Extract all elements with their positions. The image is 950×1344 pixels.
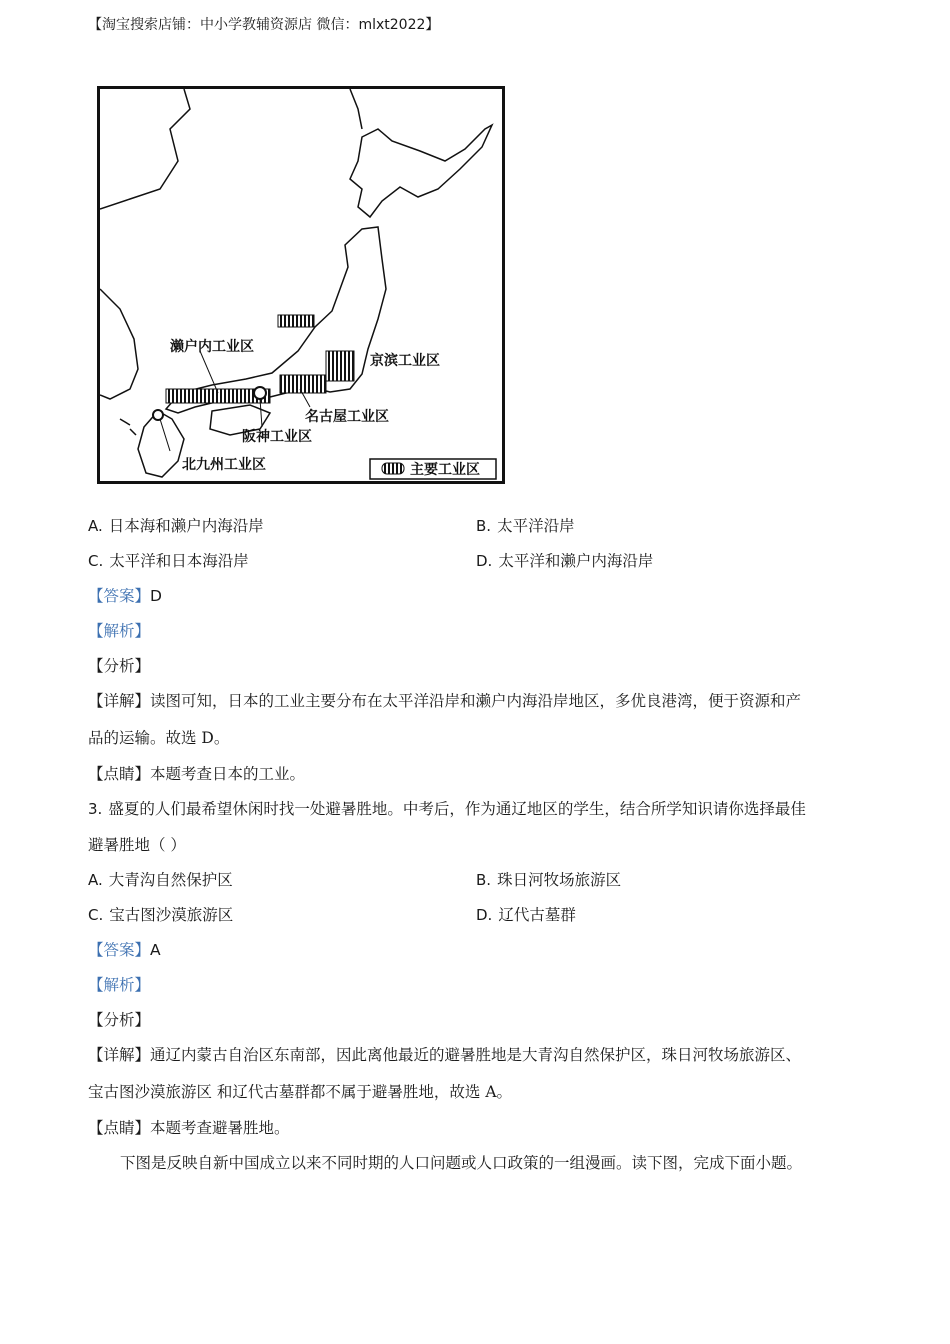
q3-stem-line-1: 3. 盛夏的人们最希望休闲时找一处避暑胜地。中考后，作为通辽地区的学生，结合所学知识请你选择最佳: [88, 800, 806, 818]
label-kitakyushu: 北九州工业区: [182, 457, 266, 473]
sakhalin-outline: [350, 89, 362, 129]
q2-option-d: D. 太平洋和濑户内海沿岸: [476, 552, 654, 570]
q3-option-a: A. 大青沟自然保护区: [88, 871, 233, 889]
page-header: 【淘宝搜索店铺：中小学教辅资源店 微信：mlxt2022】: [88, 17, 440, 33]
q3-fenxi-tag: 【分析】: [88, 1011, 151, 1029]
q2-answer: 【答案】D: [88, 587, 162, 605]
honshu-outline: [166, 227, 386, 413]
q3-dianjing: 【点睛】本题考查避暑胜地。: [88, 1119, 290, 1137]
label-nagoya: 名古屋工业区: [305, 409, 389, 425]
label-hanshin: 阪神工业区: [242, 429, 312, 445]
korea-peninsula: [100, 289, 138, 399]
label-setouchi: 濑户内工业区: [170, 339, 254, 355]
q3-stem-line-2: 避暑胜地（ ）: [88, 836, 186, 854]
north-coast-zone: [278, 315, 314, 327]
q3-detail-line-2: 宝古图沙漠旅游区 和辽代古墓群都不属于避暑胜地，故选 A。: [88, 1083, 513, 1101]
q2-fenxi-tag: 【分析】: [88, 657, 151, 675]
hanshin-marker: [254, 387, 266, 399]
q2-analysis-tag: 【解析】: [88, 622, 151, 640]
legend-swatch: [382, 463, 404, 474]
q2-option-a: A. 日本海和濑户内海沿岸: [88, 517, 264, 535]
japan-industrial-map: [97, 86, 505, 484]
hokkaido-outline: [350, 125, 492, 217]
label-keihin: 京滨工业区: [370, 353, 440, 369]
q3-answer: 【答案】A: [88, 941, 161, 959]
kitakyushu-leader: [160, 419, 170, 451]
q2-option-b: B. 太平洋沿岸: [476, 517, 575, 535]
mainland-coast: [100, 89, 190, 209]
q3-option-d: D. 辽代古墓群: [476, 906, 576, 924]
keihin-zone: [326, 351, 354, 381]
q3-option-b: B. 珠日河牧场旅游区: [476, 871, 622, 889]
q2-option-c: C. 太平洋和日本海沿岸: [88, 552, 249, 570]
legend-label: 主要工业区: [410, 462, 480, 478]
next-section-intro: 下图是反映自新中国成立以来不同时期的人口问题或人口政策的一组漫画。读下图，完成下面小题。: [120, 1154, 803, 1172]
q2-detail-line-1: 【详解】读图可知，日本的工业主要分布在太平洋沿岸和濑户内海沿岸地区，多优良港湾，便于资源和产: [88, 692, 802, 710]
q3-detail-line-1: 【详解】通辽内蒙古自治区东南部，因此离他最近的避暑胜地是大青沟自然保护区，珠日河牧场旅游区、: [88, 1046, 802, 1064]
nagoya-zone: [280, 375, 326, 393]
kitakyushu-marker: [153, 410, 163, 420]
map-drawing: [100, 89, 502, 481]
q2-detail-line-2: 品的运输。故选 D。: [88, 729, 230, 747]
q2-dianjing: 【点睛】本题考查日本的工业。: [88, 765, 306, 783]
korea-islands: [120, 419, 136, 435]
q3-analysis-tag: 【解析】: [88, 976, 151, 994]
q3-option-c: C. 宝古图沙漠旅游区: [88, 906, 234, 924]
